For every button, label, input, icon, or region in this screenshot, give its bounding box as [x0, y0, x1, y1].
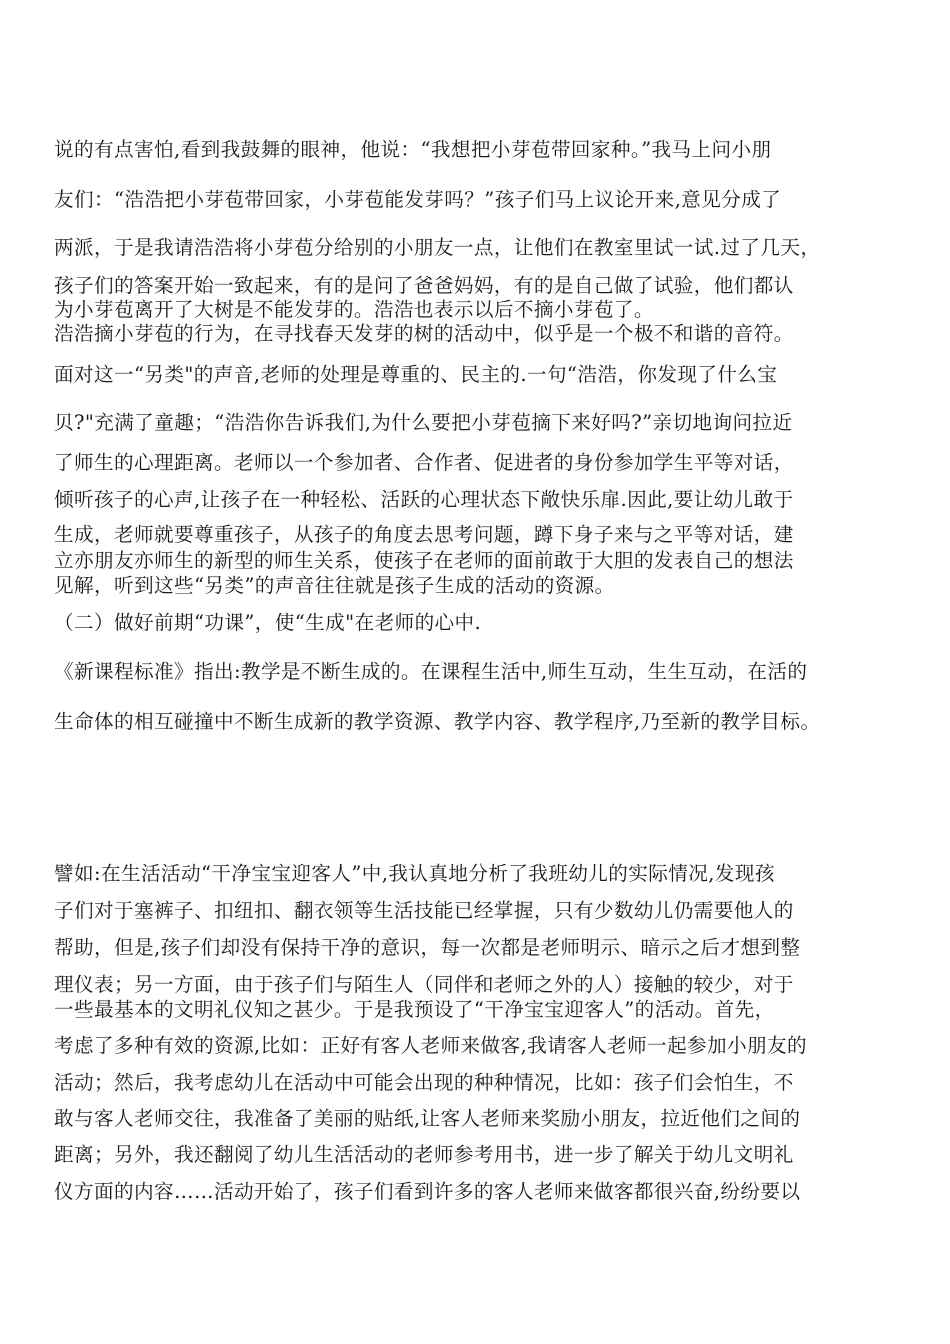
text-line: 子们对于塞裤子、扣纽扣、翻衣领等生活技能已经掌握，只有少数幼儿仍需要他人的: [54, 899, 794, 922]
section-heading: （二）做好前期“功课”，使“生成"在老师的心中.: [54, 611, 482, 634]
text-line: 了师生的心理距离。老师以一个参加者、合作者、促进者的身份参加学生平等对话，: [54, 451, 794, 474]
text-line: 生命体的相互碰撞中不断生成新的教学资源、教学内容、教学程序,乃至新的教学目标。: [54, 710, 821, 733]
text-line: 倾听孩子的心声,让孩子在一种轻松、活跃的心理状态下敞快乐扉.因此,要让幼儿敢于: [54, 488, 794, 511]
text-line: 帮助，但是,孩子们却没有保持干净的意识，每一次都是老师明示、暗示之后才想到整: [54, 936, 801, 959]
text-line: 贝?"充满了童趣；“浩浩你告诉我们,为什么要把小芽苞摘下来好吗?”亲切地询问拉近: [54, 411, 793, 434]
text-line: 友们：“浩浩把小芽苞带回家，小芽苞能发芽吗？”孩子们马上议论开来,意见分成了: [54, 188, 782, 211]
text-line: 理仪表；另一方面，由于孩子们与陌生人（同伴和老师之外的人）接触的较少，对于: [54, 973, 794, 996]
text-line: 说的有点害怕,看到我鼓舞的眼神，他说：“我想把小芽苞带回家种。”我马上问小朋: [54, 138, 772, 161]
text-line: 两派，于是我请浩浩将小芽苞分给别的小朋友一点，让他们在教室里试一试.过了几天，: [54, 236, 821, 259]
text-line: 生成，老师就要尊重孩子，从孩子的角度去思考问题，蹲下身子来与之平等对话，建: [54, 523, 794, 546]
text-line: 考虑了多种有效的资源,比如：正好有客人老师来做客,我请客人老师一起参加小朋友的: [54, 1034, 808, 1057]
text-line: 一些最基本的文明礼仪知之甚少。于是我预设了“干净宝宝迎客人”的活动。首先，: [54, 998, 775, 1021]
text-line: 《新课程标准》指出:教学是不断生成的。在课程生活中,师生互动，生生互动，在活的: [54, 660, 808, 683]
text-line: 面对这一“另类"的声音,老师的处理是尊重的、民主的.一句“浩浩，你发现了什么宝: [54, 363, 778, 386]
text-line: 敢与客人老师交往，我准备了美丽的贴纸,让客人老师来奖励小朋友，拉近他们之间的: [54, 1107, 801, 1130]
text-line: 活动；然后，我考虑幼儿在活动中可能会出现的种种情况，比如：孩子们会怕生，不: [54, 1071, 794, 1094]
text-line: 孩子们的答案开始一致起来，有的是问了爸爸妈妈，有的是自己做了试验，他们都认: [54, 274, 794, 297]
text-line: 为小芽苞离开了大树是不能发芽的。浩浩也表示以后不摘小芽苞了。: [54, 298, 654, 321]
text-line: 譬如:在生活活动“干净宝宝迎客人”中,我认真地分析了我班幼儿的实际情况,发现孩: [54, 862, 775, 885]
text-line: 仪方面的内容……活动开始了，孩子们看到许多的客人老师来做客都很兴奋,纷纷要以: [54, 1180, 801, 1203]
text-line: 距离；另外，我还翻阅了幼儿生活活动的老师参考用书，进一步了解关于幼儿文明礼: [54, 1143, 794, 1166]
text-line: 浩浩摘小芽苞的行为，在寻找春天发芽的树的活动中，似乎是一个极不和谐的音符。: [54, 322, 794, 345]
text-line: 立亦朋友亦师生的新型的师生关系，使孩子在老师的面前敢于大胆的发表自己的想法: [54, 549, 794, 572]
text-line: 见解，听到这些“另类”的声音往往就是孩子生成的活动的资源。: [54, 574, 615, 597]
